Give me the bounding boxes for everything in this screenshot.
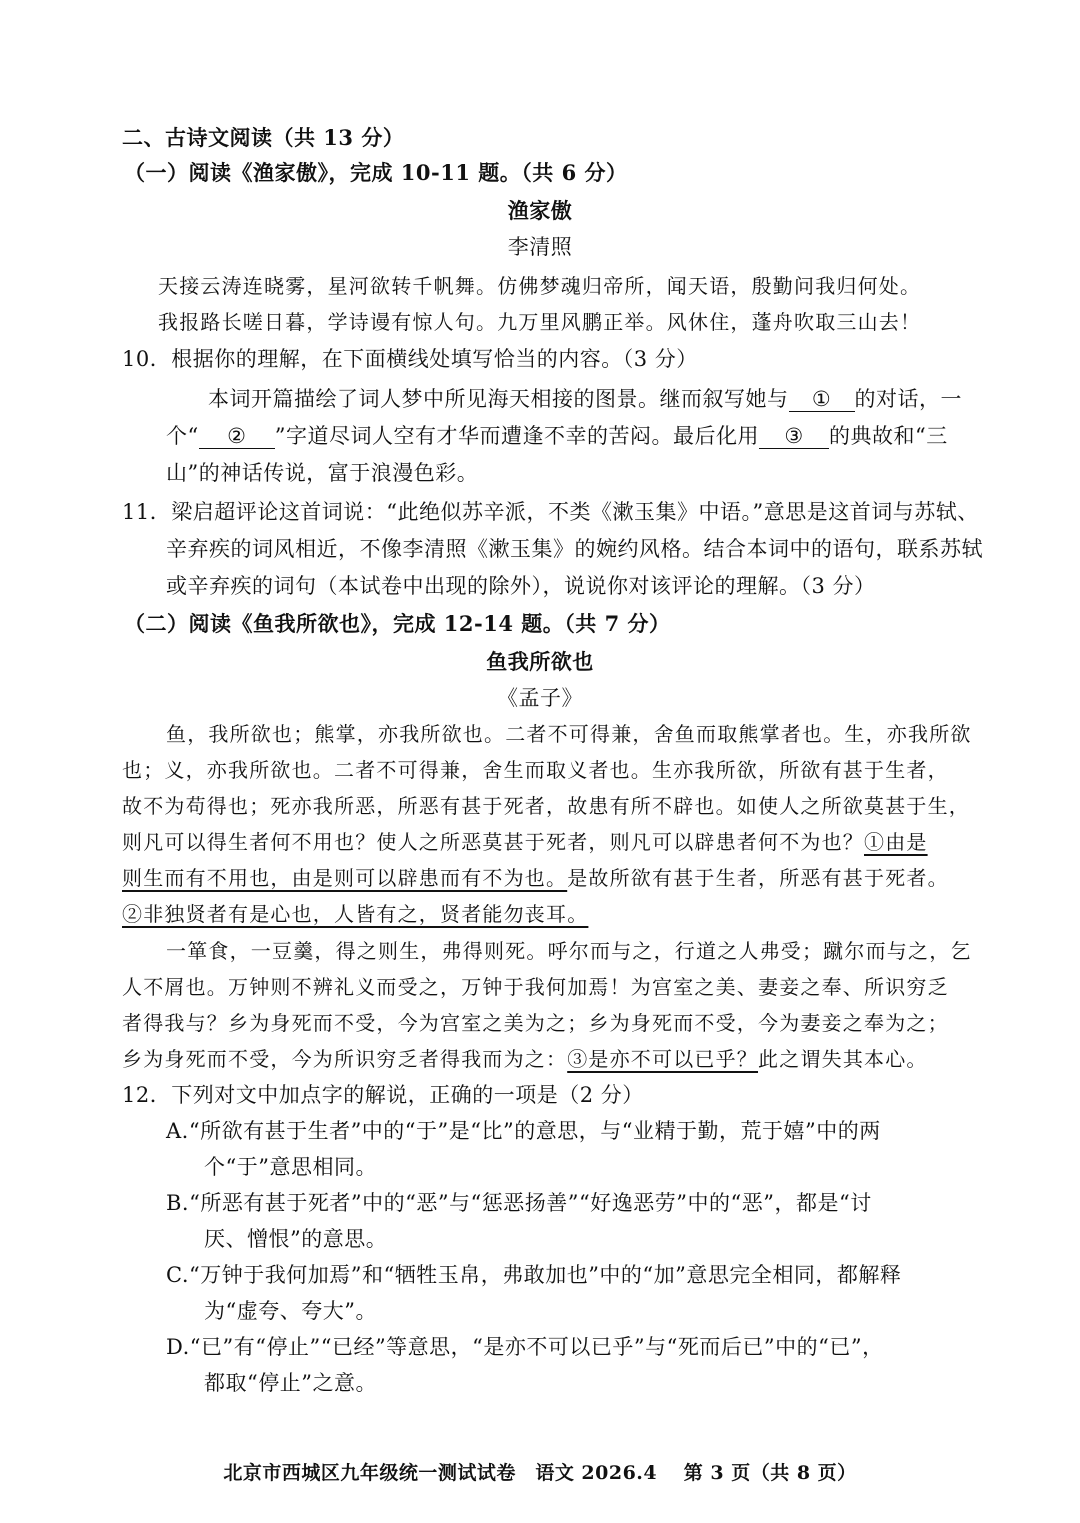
q10-text: 本词开篇描绘了词人梦中所见海天相接的图景。继而叙写她与 <box>208 387 789 411</box>
q12-option-c-cont: 为“虚夸、夸大”。 <box>204 1299 377 1323</box>
prose-text: 此之谓失其本心。 <box>758 1047 928 1071</box>
q11-line-1: 11．梁启超评论这首词说：“此绝似苏辛派，不类《漱玉集》中语。”意思是这首词与苏轼、 <box>122 500 979 524</box>
prose-line: 者得我与？乡为身死而不受，今为宫室之美为之；乡为身死而不受，今为妻妾之奉为之； <box>122 1011 949 1035</box>
q12-stem: 12．下列对文中加点字的解说，正确的一项是（2 分） <box>122 1083 644 1107</box>
q12-option-b: B.“所恶有甚于死者”中的“恶”与“惩恶扬善”“好逸恶劳”中的“恶”，都是“讨 <box>166 1191 872 1215</box>
answer-blank-1[interactable]: ① <box>789 387 855 412</box>
underlined-sentence-3: ③是亦不可以已乎？ <box>567 1047 759 1071</box>
prose-line <box>122 864 949 892</box>
prose-line <box>122 1045 928 1073</box>
q10-line-1 <box>208 385 962 413</box>
q12-option-b-cont: 厌、憎恨”的意思。 <box>204 1227 388 1251</box>
section-title: 二、古诗文阅读（共 13 分） <box>122 125 405 150</box>
prose-text: 是故所欲有甚于生者，所恶有甚于死者。 <box>567 866 949 890</box>
answer-blank-3[interactable]: ③ <box>759 424 829 449</box>
q10-text: ”字道尽词人空有才华而遭逢不幸的苦闷。最后化用 <box>274 424 759 448</box>
q10-line-3: 山”的神话传说，富于浪漫色彩。 <box>166 461 479 485</box>
q10-stem: 10．根据你的理解，在下面横线处填写恰当的内容。（3 分） <box>122 347 698 371</box>
q11-line-2: 辛弃疾的词风相近，不像李清照《漱玉集》的婉约风格。结合本词中的语句，联系苏轼 <box>166 537 983 561</box>
answer-blank-2[interactable]: ② <box>199 424 275 449</box>
poem-title: 渔家傲 <box>507 199 573 223</box>
q12-option-a-cont: 个“于”意思相同。 <box>204 1155 377 1179</box>
q10-text: 的对话，一 <box>854 387 962 411</box>
q10-line-2 <box>166 422 948 450</box>
prose-text: 乡为身死而不受，今为所识穷乏者得我而为之： <box>122 1047 568 1071</box>
poem-line-2: 我报路长嗟日暮，学诗谩有惊人句。九万里风鹏正举。风休住，蓬舟吹取三山去！ <box>158 310 922 334</box>
underlined-sentence-1: ①由是 <box>864 830 928 854</box>
prose-line: 鱼，我所欲也；熊掌，亦我所欲也。二者不可得兼，舍鱼而取熊掌者也。生，亦我所欲 <box>166 722 972 746</box>
q10-text: 的典故和“三 <box>828 424 948 448</box>
part1-header: （一）阅读《渔家傲》，完成 10-11 题。（共 6 分） <box>124 160 628 185</box>
q11-line-3: 或辛弃疾的词句（本试卷中出现的除外），说说你对该评论的理解。（3 分） <box>166 574 876 598</box>
q12-option-d: D.“已”有“停止”“已经”等意思，“是亦不可以已乎”与“死而后已”中的“已”， <box>166 1335 884 1359</box>
prose-author: 《孟子》 <box>497 686 583 710</box>
part2-header: （二）阅读《鱼我所欲也》，完成 12-14 题。（共 7 分） <box>124 611 671 636</box>
prose-line: 一箪食，一豆羹，得之则生，弗得则死。呼尔而与之，行道之人弗受；蹴尔而与之，乞 <box>166 939 972 963</box>
q12-option-d-cont: 都取“停止”之意。 <box>204 1371 377 1395</box>
underlined-sentence-1: 则生而有不用也，由是则可以辟患而有不为也。 <box>122 866 568 890</box>
prose-line: 人不屑也。万钟则不辨礼义而受之，万钟于我何加焉！为宫室之美、妻妾之奉、所识穷乏 <box>122 975 949 999</box>
q10-text: 个“ <box>166 424 199 448</box>
underlined-sentence-2: ②非独贤者有是心也，人皆有之，贤者能勿丧耳。 <box>122 902 589 926</box>
prose-line <box>122 828 928 856</box>
prose-line: 也；义，亦我所欲也。二者不可得兼，舍生而取义者也。生亦我所欲，所欲有甚于生者， <box>122 758 949 782</box>
q12-option-a: A.“所欲有甚于生者”中的“于”是“比”的意思，与“业精于勤，荒于嬉”中的两 <box>166 1119 881 1143</box>
poem-author: 李清照 <box>507 235 573 259</box>
prose-title: 鱼我所欲也 <box>486 650 594 674</box>
prose-text: 则凡可以得生者何不用也？使人之所恶莫甚于死者，则凡可以辟患者何不为也？ <box>122 830 864 854</box>
poem-line-1: 天接云涛连晓雾，星河欲转千帆舞。仿佛梦魂归帝所，闻天语，殷勤问我归何处。 <box>158 274 922 298</box>
prose-line <box>122 900 588 928</box>
page-footer: 北京市西城区九年级统一测试试卷 语文 2026.4 第 3 页（共 8 页） <box>223 1462 857 1484</box>
prose-line: 故不为苟得也；死亦我所恶，所恶有甚于死者，故患有所不辟也。如使人之所欲莫甚于生， <box>122 794 970 818</box>
q12-option-c: C.“万钟于我何加焉”和“牺牲玉帛，弗敢加也”中的“加”意思完全相同，都解释 <box>166 1263 902 1287</box>
